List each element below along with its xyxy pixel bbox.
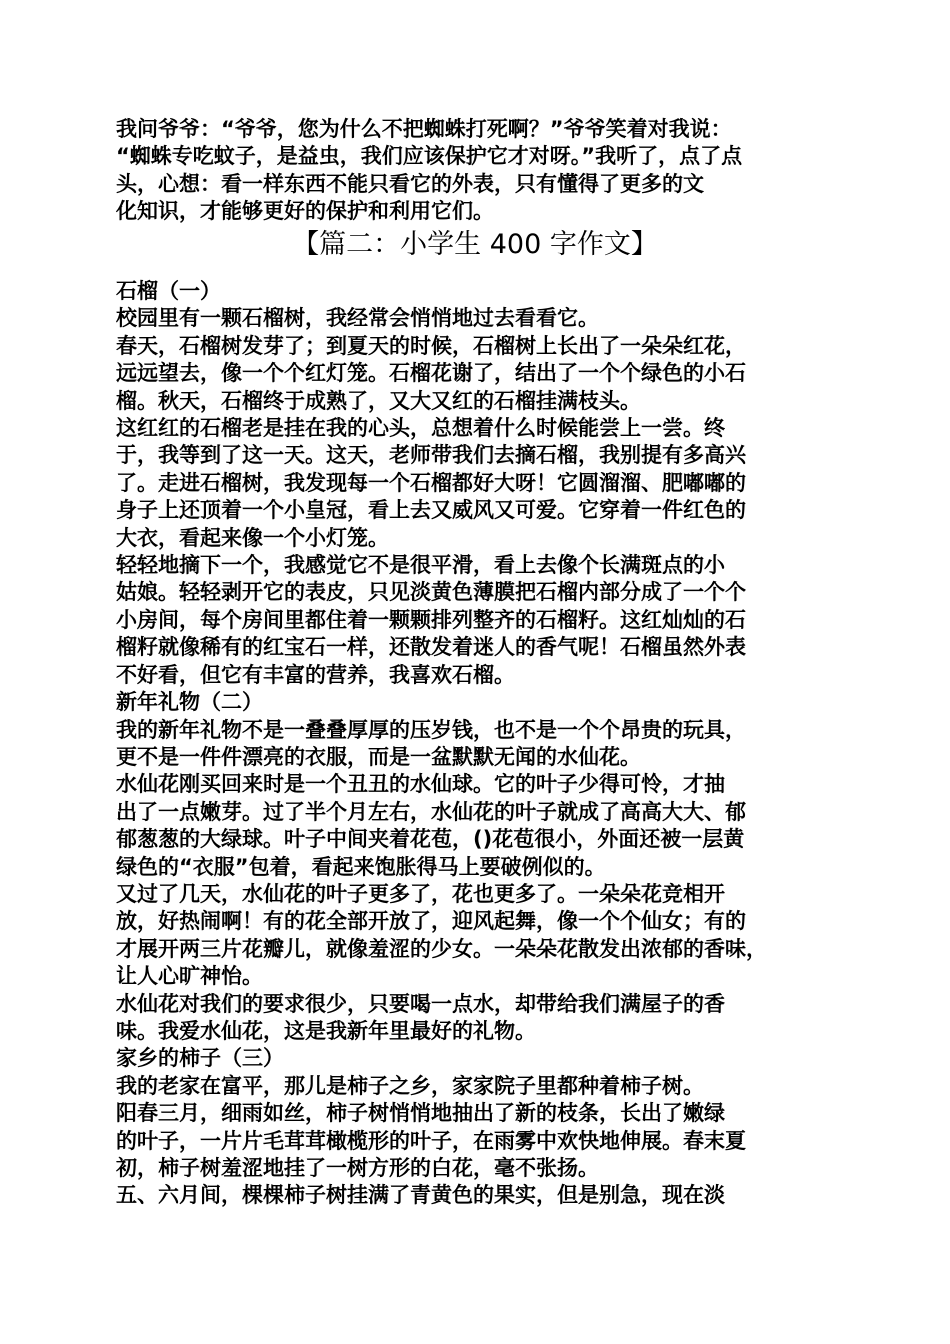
text-line: 初，柿子树羞涩地挂了一树方形的白花，毫不张扬。 xyxy=(116,1156,599,1180)
text-line: 阳春三月，细雨如丝，柿子树悄悄地抽出了新的枝条，长出了嫩绿 xyxy=(116,1101,725,1126)
text-line: 味。我爱水仙花，这是我新年里最好的礼物。 xyxy=(116,1018,536,1043)
text-line: 新年礼物（二） xyxy=(116,690,263,715)
text-line: 绿色的“衣服”包着，看起来饱胀得马上要破例似的。 xyxy=(116,854,606,879)
text-line: 家乡的柿子（三） xyxy=(116,1046,284,1071)
text-line: 小房间，每个房间里都住着一颗颗排列整齐的石榴籽。这红灿灿的石 xyxy=(116,607,746,632)
text-line: 校园里有一颗石榴树，我经常会悄悄地过去看看它。 xyxy=(116,306,599,331)
text-line: 于，我等到了这一天。这天，老师带我们去摘石榴，我别提有多高兴 xyxy=(116,443,746,468)
text-line: 头，心想：看一样东西不能只看它的外表，只有懂得了更多的文 xyxy=(116,171,704,196)
text-line: 更不是一件件漂亮的衣服，而是一盆默默无闻的水仙花。 xyxy=(116,744,641,769)
intro-paragraph xyxy=(116,116,846,226)
text-line: 水仙花对我们的要求很少，只要喝一点水，却带给我们满屋子的香 xyxy=(116,991,725,1016)
text-line: 放，好热闹啊！有的花全部开放了，迎风起舞，像一个个仙女；有的 xyxy=(116,909,746,934)
text-line: 让人心旷神怡。 xyxy=(116,964,263,989)
text-line: 轻轻地摘下一个，我感觉它不是很平滑，看上去像个长满斑点的小 xyxy=(116,553,725,578)
text-line: 榴籽就像稀有的红宝石一样，还散发着迷人的香气呢！石榴虽然外表 xyxy=(116,635,746,660)
text-line: 了。走进石榴树，我发现每一个石榴都好大呀！它圆溜溜、肥嘟嘟的 xyxy=(116,470,746,495)
text-line: 春天，石榴树发芽了；到夏天的时候，石榴树上长出了一朵朵红花， xyxy=(116,333,746,358)
text-line: 这红红的石榴老是挂在我的心头，总想着什么时候能尝上一尝。终 xyxy=(116,416,725,441)
text-line: 化知识，才能够更好的保护和利用它们。 xyxy=(116,199,494,224)
essay-body xyxy=(116,278,846,1210)
text-line: 石榴（一） xyxy=(116,279,221,303)
text-line: 郁葱葱的大绿球。叶子中间夹着花苞，()花苞很小，外面还被一层黄 xyxy=(116,827,745,852)
text-line: 姑娘。轻轻剥开它的表皮，只见淡黄色薄膜把石榴内部分成了一个个 xyxy=(116,580,746,605)
text-line: 身子上还顶着一个小皇冠，看上去又威风又可爱。它穿着一件红色的 xyxy=(116,498,746,523)
section-heading: 【篇二：小学生 400 字作文】 xyxy=(292,229,658,260)
text-line: 才展开两三片花瓣儿，就像羞涩的少女。一朵朵花散发出浓郁的香味， xyxy=(116,936,767,961)
text-line: 不好看，但它有丰富的营养，我喜欢石榴。 xyxy=(116,662,515,687)
text-line: 远远望去，像一个个红灯笼。石榴花谢了，结出了一个个绿色的小石 xyxy=(116,361,746,386)
text-line: 的叶子，一片片毛茸茸橄榄形的叶子，在雨雾中欢快地伸展。春末夏 xyxy=(116,1128,746,1153)
text-line: 榴。秋天，石榴终于成熟了，又大又红的石榴挂满枝头。 xyxy=(116,388,641,413)
text-line: “蜘蛛专吃蚊子，是益虫，我们应该保护它才对呀。”我听了，点了点 xyxy=(116,144,743,169)
text-line: 水仙花刚买回来时是一个丑丑的水仙球。它的叶子少得可怜，才抽 xyxy=(116,772,725,797)
text-line: 我问爷爷：“爷爷，您为什么不把蜘蛛打死啊？”爷爷笑着对我说： xyxy=(116,117,732,141)
text-line: 出了一点嫩芽。过了半个月左右，水仙花的叶子就成了高高大大、郁 xyxy=(116,799,746,824)
text-line: 大衣，看起来像一个小灯笼。 xyxy=(116,525,389,550)
text-line: 我的老家在富平，那儿是柿子之乡，家家院子里都种着柿子树。 xyxy=(116,1073,704,1098)
text-line: 五、六月间，棵棵柿子树挂满了青黄色的果实，但是别急，现在淡 xyxy=(116,1183,725,1208)
text-line: 我的新年礼物不是一叠叠厚厚的压岁钱，也不是一个个昂贵的玩具， xyxy=(116,717,746,742)
text-line: 又过了几天，水仙花的叶子更多了，花也更多了。一朵朵花竞相开 xyxy=(116,881,725,906)
